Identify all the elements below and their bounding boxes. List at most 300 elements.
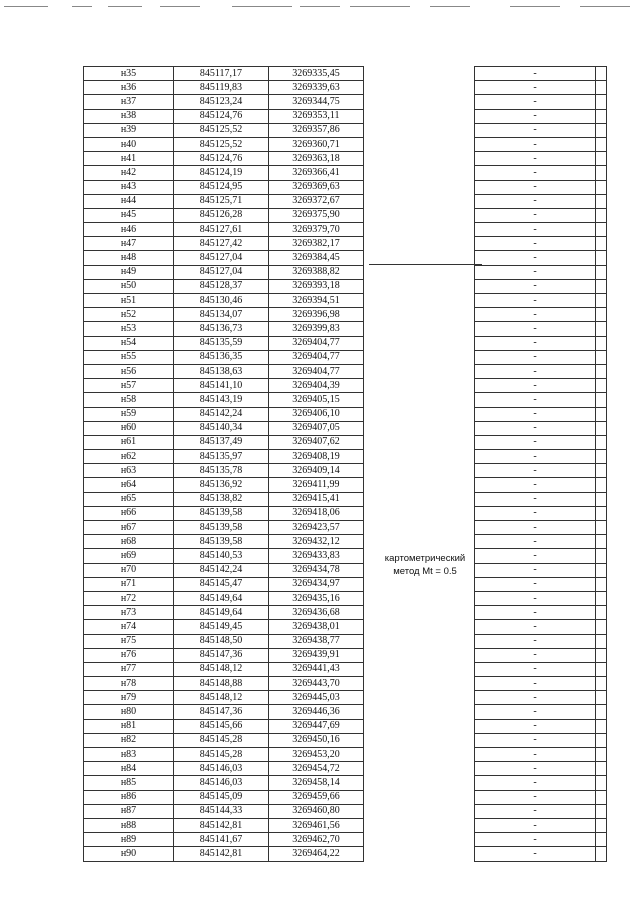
point-name-cell: н36 — [84, 81, 174, 95]
empty-cell — [596, 123, 607, 137]
point-name-cell: н67 — [84, 521, 174, 535]
empty-cell — [596, 308, 607, 322]
table-row — [84, 237, 607, 251]
y-coordinate-cell: 3269399,83 — [269, 322, 364, 336]
point-name-cell: н81 — [84, 719, 174, 733]
empty-cell — [596, 294, 607, 308]
point-name-cell: н63 — [84, 464, 174, 478]
method-cell — [364, 492, 475, 506]
point-name-cell: н85 — [84, 776, 174, 790]
empty-cell — [596, 776, 607, 790]
y-coordinate-cell: 3269462,70 — [269, 833, 364, 847]
y-coordinate-cell: 3269445,03 — [269, 691, 364, 705]
point-name-cell: н54 — [84, 336, 174, 350]
empty-cell — [596, 322, 607, 336]
method-cell — [364, 137, 475, 151]
y-coordinate-cell: 3269382,17 — [269, 237, 364, 251]
table-row — [84, 123, 607, 137]
x-coordinate-cell: 845144,33 — [174, 804, 269, 818]
method-cell — [364, 393, 475, 407]
method-cell — [364, 521, 475, 535]
method-cell — [364, 322, 475, 336]
method-cell — [364, 294, 475, 308]
table-row — [84, 450, 607, 464]
note-cell: - — [475, 818, 596, 832]
method-cell — [364, 123, 475, 137]
y-coordinate-cell: 3269369,63 — [269, 180, 364, 194]
x-coordinate-cell: 845119,83 — [174, 81, 269, 95]
method-cell — [364, 81, 475, 95]
x-coordinate-cell: 845147,36 — [174, 648, 269, 662]
method-cell — [364, 705, 475, 719]
method-cell — [364, 733, 475, 747]
note-cell: - — [475, 137, 596, 151]
method-label — [369, 552, 481, 578]
table-row — [84, 279, 607, 293]
method-column-divider — [369, 264, 482, 265]
point-name-cell: н87 — [84, 804, 174, 818]
empty-cell — [596, 478, 607, 492]
point-name-cell: н89 — [84, 833, 174, 847]
method-cell — [364, 350, 475, 364]
y-coordinate-cell: 3269436,68 — [269, 606, 364, 620]
y-coordinate-cell: 3269404,77 — [269, 350, 364, 364]
empty-cell — [596, 833, 607, 847]
y-coordinate-cell: 3269439,91 — [269, 648, 364, 662]
table-row — [84, 705, 607, 719]
method-cell — [364, 677, 475, 691]
note-cell: - — [475, 691, 596, 705]
empty-cell — [596, 620, 607, 634]
method-cell — [364, 634, 475, 648]
note-cell: - — [475, 733, 596, 747]
empty-cell — [596, 379, 607, 393]
note-cell: - — [475, 549, 596, 563]
y-coordinate-cell: 3269405,15 — [269, 393, 364, 407]
note-cell: - — [475, 634, 596, 648]
point-name-cell: н53 — [84, 322, 174, 336]
x-coordinate-cell: 845146,03 — [174, 762, 269, 776]
method-cell — [364, 606, 475, 620]
y-coordinate-cell: 3269446,36 — [269, 705, 364, 719]
y-coordinate-cell: 3269388,82 — [269, 265, 364, 279]
x-coordinate-cell: 845130,46 — [174, 294, 269, 308]
method-cell — [364, 577, 475, 591]
y-coordinate-cell: 3269404,77 — [269, 336, 364, 350]
empty-cell — [596, 393, 607, 407]
table-row — [84, 208, 607, 222]
x-coordinate-cell: 845139,58 — [174, 535, 269, 549]
point-name-cell: н80 — [84, 705, 174, 719]
y-coordinate-cell: 3269450,16 — [269, 733, 364, 747]
table-row — [84, 762, 607, 776]
table-row — [84, 81, 607, 95]
x-coordinate-cell: 845124,76 — [174, 109, 269, 123]
y-coordinate-cell: 3269407,05 — [269, 421, 364, 435]
note-cell: - — [475, 67, 596, 81]
method-cell — [364, 407, 475, 421]
note-cell: - — [475, 294, 596, 308]
point-name-cell: н38 — [84, 109, 174, 123]
x-coordinate-cell: 845127,42 — [174, 237, 269, 251]
point-name-cell: н82 — [84, 733, 174, 747]
y-coordinate-cell: 3269434,78 — [269, 563, 364, 577]
table-row — [84, 294, 607, 308]
method-label-line-2: метод Mt = 0.5 — [393, 566, 457, 577]
y-coordinate-cell: 3269415,41 — [269, 492, 364, 506]
x-coordinate-cell: 845127,04 — [174, 251, 269, 265]
empty-cell — [596, 648, 607, 662]
note-cell: - — [475, 223, 596, 237]
method-cell — [364, 379, 475, 393]
scan-header-artifact — [0, 0, 640, 10]
point-name-cell: н73 — [84, 606, 174, 620]
x-coordinate-cell: 845135,97 — [174, 450, 269, 464]
x-coordinate-cell: 845146,03 — [174, 776, 269, 790]
note-cell: - — [475, 577, 596, 591]
empty-cell — [596, 847, 607, 861]
point-name-cell: н78 — [84, 677, 174, 691]
point-name-cell: н58 — [84, 393, 174, 407]
point-name-cell: н88 — [84, 818, 174, 832]
note-cell: - — [475, 719, 596, 733]
empty-cell — [596, 790, 607, 804]
empty-cell — [596, 166, 607, 180]
table-row — [84, 464, 607, 478]
x-coordinate-cell: 845127,61 — [174, 223, 269, 237]
y-coordinate-cell: 3269408,19 — [269, 450, 364, 464]
empty-cell — [596, 492, 607, 506]
y-coordinate-cell: 3269434,97 — [269, 577, 364, 591]
table-row — [84, 223, 607, 237]
empty-cell — [596, 95, 607, 109]
note-cell: - — [475, 95, 596, 109]
y-coordinate-cell: 3269396,98 — [269, 308, 364, 322]
x-coordinate-cell: 845137,49 — [174, 435, 269, 449]
note-cell: - — [475, 677, 596, 691]
point-name-cell: н76 — [84, 648, 174, 662]
note-cell: - — [475, 322, 596, 336]
method-cell — [364, 450, 475, 464]
point-name-cell: н42 — [84, 166, 174, 180]
y-coordinate-cell: 3269443,70 — [269, 677, 364, 691]
note-cell: - — [475, 152, 596, 166]
note-cell: - — [475, 705, 596, 719]
note-cell: - — [475, 776, 596, 790]
empty-cell — [596, 109, 607, 123]
table-row — [84, 180, 607, 194]
table-row — [84, 435, 607, 449]
method-cell — [364, 166, 475, 180]
empty-cell — [596, 265, 607, 279]
note-cell: - — [475, 804, 596, 818]
x-coordinate-cell: 845135,78 — [174, 464, 269, 478]
point-name-cell: н90 — [84, 847, 174, 861]
point-name-cell: н44 — [84, 194, 174, 208]
empty-cell — [596, 407, 607, 421]
table-row — [84, 577, 607, 591]
note-cell: - — [475, 464, 596, 478]
y-coordinate-cell: 3269375,90 — [269, 208, 364, 222]
empty-cell — [596, 634, 607, 648]
point-name-cell: н72 — [84, 591, 174, 605]
empty-cell — [596, 237, 607, 251]
table-row — [84, 308, 607, 322]
empty-cell — [596, 506, 607, 520]
y-coordinate-cell: 3269344,75 — [269, 95, 364, 109]
y-coordinate-cell: 3269432,12 — [269, 535, 364, 549]
table-row — [84, 833, 607, 847]
x-coordinate-cell: 845136,92 — [174, 478, 269, 492]
point-name-cell: н70 — [84, 563, 174, 577]
empty-cell — [596, 606, 607, 620]
x-coordinate-cell: 845149,45 — [174, 620, 269, 634]
x-coordinate-cell: 845148,88 — [174, 677, 269, 691]
x-coordinate-cell: 845148,50 — [174, 634, 269, 648]
note-cell: - — [475, 379, 596, 393]
point-name-cell: н62 — [84, 450, 174, 464]
method-cell — [364, 464, 475, 478]
empty-cell — [596, 762, 607, 776]
table-row — [84, 265, 607, 279]
table-row — [84, 662, 607, 676]
table-row — [84, 364, 607, 378]
table-row — [84, 606, 607, 620]
point-name-cell: н79 — [84, 691, 174, 705]
point-name-cell: н35 — [84, 67, 174, 81]
y-coordinate-cell: 3269460,80 — [269, 804, 364, 818]
table-row — [84, 549, 607, 563]
table-row — [84, 492, 607, 506]
method-cell — [364, 308, 475, 322]
y-coordinate-cell: 3269379,70 — [269, 223, 364, 237]
x-coordinate-cell: 845123,24 — [174, 95, 269, 109]
x-coordinate-cell: 845125,52 — [174, 123, 269, 137]
y-coordinate-cell: 3269461,56 — [269, 818, 364, 832]
table-row — [84, 322, 607, 336]
note-cell: - — [475, 407, 596, 421]
point-name-cell: н52 — [84, 308, 174, 322]
note-cell: - — [475, 336, 596, 350]
y-coordinate-cell: 3269438,01 — [269, 620, 364, 634]
point-name-cell: н59 — [84, 407, 174, 421]
empty-cell — [596, 137, 607, 151]
x-coordinate-cell: 845140,34 — [174, 421, 269, 435]
x-coordinate-cell: 845140,53 — [174, 549, 269, 563]
method-cell — [364, 776, 475, 790]
note-cell: - — [475, 308, 596, 322]
y-coordinate-cell: 3269339,63 — [269, 81, 364, 95]
empty-cell — [596, 435, 607, 449]
point-name-cell: н74 — [84, 620, 174, 634]
method-cell — [364, 152, 475, 166]
y-coordinate-cell: 3269447,69 — [269, 719, 364, 733]
point-name-cell: н40 — [84, 137, 174, 151]
method-cell — [364, 648, 475, 662]
note-cell: - — [475, 762, 596, 776]
method-cell — [364, 67, 475, 81]
empty-cell — [596, 421, 607, 435]
x-coordinate-cell: 845147,36 — [174, 705, 269, 719]
method-cell — [364, 662, 475, 676]
x-coordinate-cell: 845145,09 — [174, 790, 269, 804]
empty-cell — [596, 67, 607, 81]
empty-cell — [596, 521, 607, 535]
table-row — [84, 620, 607, 634]
empty-cell — [596, 194, 607, 208]
x-coordinate-cell: 845142,81 — [174, 818, 269, 832]
x-coordinate-cell: 845141,67 — [174, 833, 269, 847]
empty-cell — [596, 223, 607, 237]
x-coordinate-cell: 845148,12 — [174, 691, 269, 705]
x-coordinate-cell: 845139,58 — [174, 521, 269, 535]
table-row — [84, 478, 607, 492]
note-cell: - — [475, 748, 596, 762]
method-cell — [364, 265, 475, 279]
table-row — [84, 535, 607, 549]
method-cell — [364, 506, 475, 520]
table-row — [84, 393, 607, 407]
point-name-cell: н41 — [84, 152, 174, 166]
note-cell: - — [475, 847, 596, 861]
method-cell — [364, 804, 475, 818]
note-cell: - — [475, 506, 596, 520]
coordinates-table — [83, 66, 607, 862]
point-name-cell: н51 — [84, 294, 174, 308]
empty-cell — [596, 152, 607, 166]
y-coordinate-cell: 3269353,11 — [269, 109, 364, 123]
note-cell: - — [475, 123, 596, 137]
method-cell — [364, 279, 475, 293]
table-row — [84, 521, 607, 535]
method-cell — [364, 833, 475, 847]
y-coordinate-cell: 3269393,18 — [269, 279, 364, 293]
point-name-cell: н75 — [84, 634, 174, 648]
table-row — [84, 251, 607, 265]
method-cell — [364, 719, 475, 733]
point-name-cell: н83 — [84, 748, 174, 762]
y-coordinate-cell: 3269404,39 — [269, 379, 364, 393]
method-cell — [364, 790, 475, 804]
x-coordinate-cell: 845126,28 — [174, 208, 269, 222]
y-coordinate-cell: 3269404,77 — [269, 364, 364, 378]
table-row — [84, 748, 607, 762]
y-coordinate-cell: 3269459,66 — [269, 790, 364, 804]
method-cell — [364, 748, 475, 762]
point-name-cell: н77 — [84, 662, 174, 676]
x-coordinate-cell: 845138,82 — [174, 492, 269, 506]
y-coordinate-cell: 3269458,14 — [269, 776, 364, 790]
x-coordinate-cell: 845136,35 — [174, 350, 269, 364]
note-cell: - — [475, 662, 596, 676]
method-cell — [364, 535, 475, 549]
x-coordinate-cell: 845125,71 — [174, 194, 269, 208]
empty-cell — [596, 364, 607, 378]
method-cell — [364, 478, 475, 492]
x-coordinate-cell: 845142,81 — [174, 847, 269, 861]
y-coordinate-cell: 3269357,86 — [269, 123, 364, 137]
note-cell: - — [475, 194, 596, 208]
method-cell — [364, 95, 475, 109]
y-coordinate-cell: 3269372,67 — [269, 194, 364, 208]
note-cell: - — [475, 790, 596, 804]
note-cell: - — [475, 421, 596, 435]
y-coordinate-cell: 3269411,99 — [269, 478, 364, 492]
note-cell: - — [475, 833, 596, 847]
point-name-cell: н71 — [84, 577, 174, 591]
table-row — [84, 95, 607, 109]
method-cell — [364, 818, 475, 832]
x-coordinate-cell: 845124,19 — [174, 166, 269, 180]
x-coordinate-cell: 845139,58 — [174, 506, 269, 520]
table-row — [84, 804, 607, 818]
empty-cell — [596, 535, 607, 549]
x-coordinate-cell: 845145,28 — [174, 733, 269, 747]
y-coordinate-cell: 3269433,83 — [269, 549, 364, 563]
y-coordinate-cell: 3269423,57 — [269, 521, 364, 535]
note-cell: - — [475, 251, 596, 265]
table-row — [84, 407, 607, 421]
x-coordinate-cell: 845117,17 — [174, 67, 269, 81]
x-coordinate-cell: 845143,19 — [174, 393, 269, 407]
method-cell — [364, 762, 475, 776]
x-coordinate-cell: 845128,37 — [174, 279, 269, 293]
x-coordinate-cell: 845149,64 — [174, 606, 269, 620]
x-coordinate-cell: 845127,04 — [174, 265, 269, 279]
table-row — [84, 421, 607, 435]
table-row — [84, 847, 607, 861]
y-coordinate-cell: 3269453,20 — [269, 748, 364, 762]
empty-cell — [596, 450, 607, 464]
method-cell — [364, 109, 475, 123]
empty-cell — [596, 662, 607, 676]
table-row — [84, 733, 607, 747]
empty-cell — [596, 563, 607, 577]
note-cell: - — [475, 350, 596, 364]
empty-cell — [596, 81, 607, 95]
x-coordinate-cell: 845141,10 — [174, 379, 269, 393]
method-cell — [364, 591, 475, 605]
empty-cell — [596, 350, 607, 364]
table-row — [84, 166, 607, 180]
method-cell — [364, 620, 475, 634]
empty-cell — [596, 208, 607, 222]
note-cell: - — [475, 208, 596, 222]
x-coordinate-cell: 845145,66 — [174, 719, 269, 733]
point-name-cell: н43 — [84, 180, 174, 194]
note-cell: - — [475, 492, 596, 506]
note-cell: - — [475, 606, 596, 620]
point-name-cell: н84 — [84, 762, 174, 776]
note-cell: - — [475, 109, 596, 123]
table-row — [84, 137, 607, 151]
x-coordinate-cell: 845124,95 — [174, 180, 269, 194]
empty-cell — [596, 719, 607, 733]
note-cell: - — [475, 620, 596, 634]
empty-cell — [596, 549, 607, 563]
y-coordinate-cell: 3269441,43 — [269, 662, 364, 676]
point-name-cell: н46 — [84, 223, 174, 237]
point-name-cell: н57 — [84, 379, 174, 393]
x-coordinate-cell: 845125,52 — [174, 137, 269, 151]
method-cell — [364, 237, 475, 251]
note-cell: - — [475, 279, 596, 293]
empty-cell — [596, 336, 607, 350]
point-name-cell: н68 — [84, 535, 174, 549]
note-cell: - — [475, 478, 596, 492]
empty-cell — [596, 691, 607, 705]
note-cell: - — [475, 591, 596, 605]
